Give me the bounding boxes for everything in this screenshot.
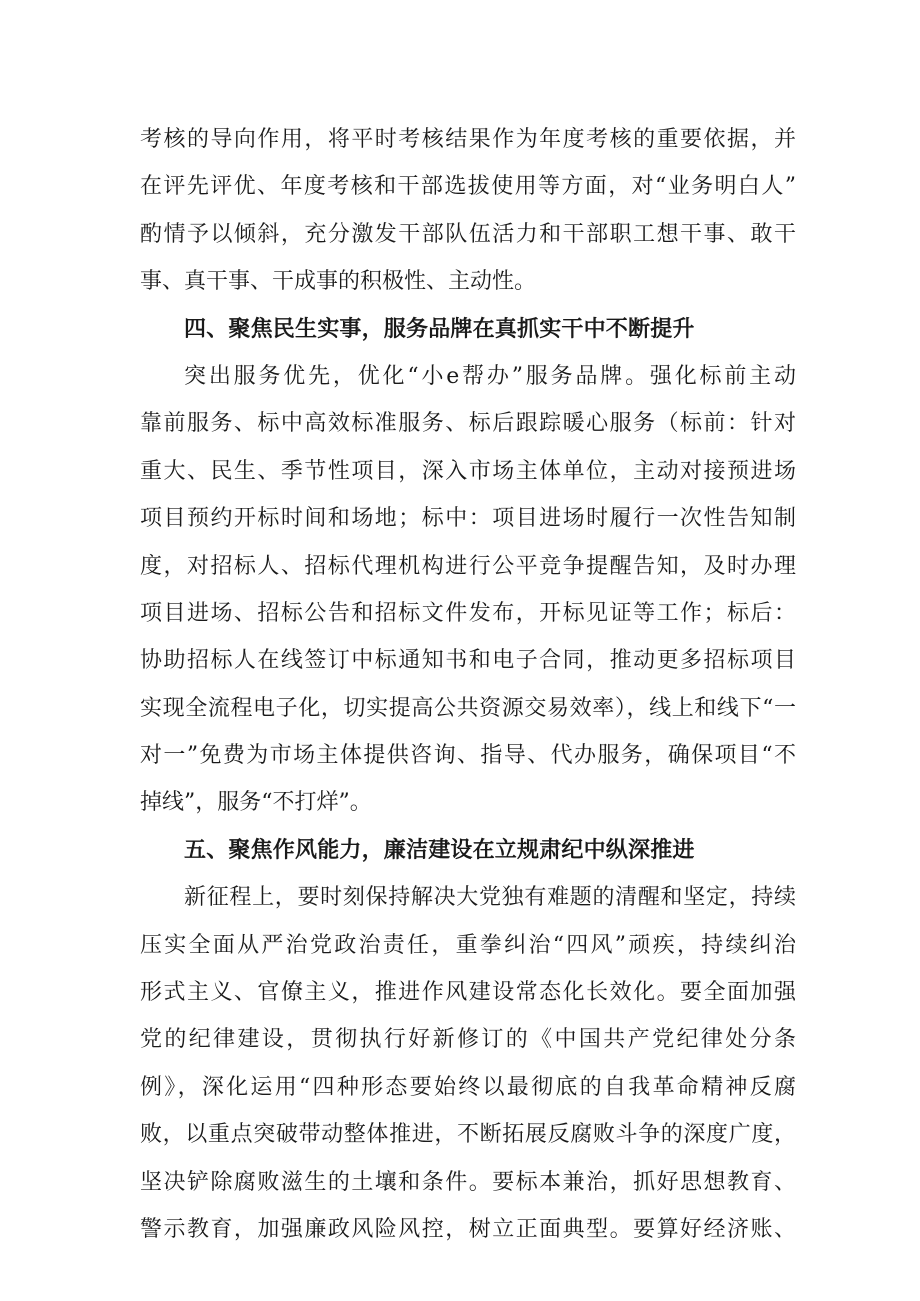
paragraph-section-5 xyxy=(140,874,796,1253)
text-line: 新征程上，要时刻保持解决大党独有难题的清醒和坚定，持续 xyxy=(184,885,796,911)
text-line: 败，以重点突破带动整体推进，不断拓展反腐败斗争的深度广度， xyxy=(140,1122,796,1148)
text-line: 重大、民生、季节性项目，深入市场主体单位，主动对接预进场 xyxy=(140,458,796,484)
text-line: 坚决铲除腐败滋生的土壤和条件。要标本兼治，抓好思想教育、 xyxy=(140,1169,796,1195)
text-line: 形式主义、官僚主义，推进作风建设常态化长效化。要全面加强 xyxy=(140,980,796,1006)
text-line: 压实全面从严治党政治责任，重拳纠治“四风”顽疾，持续纠治 xyxy=(140,932,796,958)
text-line: 在评先评优、年度考核和干部选拔使用等方面，对“业务明白人” xyxy=(140,174,796,200)
section-heading-4: 四、聚焦民生实事，服务品牌在真抓实干中不断提升 xyxy=(184,316,695,342)
section-heading-5: 五、聚焦作风能力，廉洁建设在立规肃纪中纵深推进 xyxy=(184,837,695,863)
paragraph-intro xyxy=(140,116,796,306)
text-line: 靠前服务、标中高效标准服务、标后跟踪暖心服务（标前：针对 xyxy=(140,411,796,437)
text-line: 事、真干事、干成事的积极性、主动性。 xyxy=(140,269,537,295)
text-line: 警示教育，加强廉政风险风控，树立正面典型。要算好经济账、 xyxy=(140,1216,796,1242)
text-line: 协助招标人在线签订中标通知书和电子合同，推动更多招标项目 xyxy=(140,648,796,674)
text-line: 项目预约开标时间和场地；标中：项目进场时履行一次性告知制 xyxy=(140,506,796,532)
text-line: 酌情予以倾斜，充分激发干部队伍活力和干部职工想干事、敢干 xyxy=(140,221,796,247)
text-line: 突出服务优先，优化“小e帮办”服务品牌。强化标前主动 xyxy=(184,363,796,389)
paragraph-section-4 xyxy=(140,353,796,827)
text-line: 例》，深化运用“四种形态要始终以最彻底的自我革命精神反腐 xyxy=(140,1074,796,1100)
text-line: 项目进场、招标公告和招标文件发布，开标见证等工作；标后： xyxy=(140,600,796,626)
text-line: 对一”免费为市场主体提供咨询、指导、代办服务，确保项目“不 xyxy=(140,743,796,769)
text-line: 党的纪律建设，贯彻执行好新修订的《中国共产党纪律处分条 xyxy=(140,1027,796,1053)
text-line: 实现全流程电子化，切实提高公共资源交易效率），线上和线下“一 xyxy=(140,695,796,721)
text-line: 考核的导向作用，将平时考核结果作为年度考核的重要依据，并 xyxy=(140,127,796,152)
text-line: 度，对招标人、招标代理机构进行公平竞争提醒告知，及时办理 xyxy=(140,553,796,579)
document-page xyxy=(140,116,796,1253)
text-line: 掉线”，服务“不打烊”。 xyxy=(140,790,372,816)
